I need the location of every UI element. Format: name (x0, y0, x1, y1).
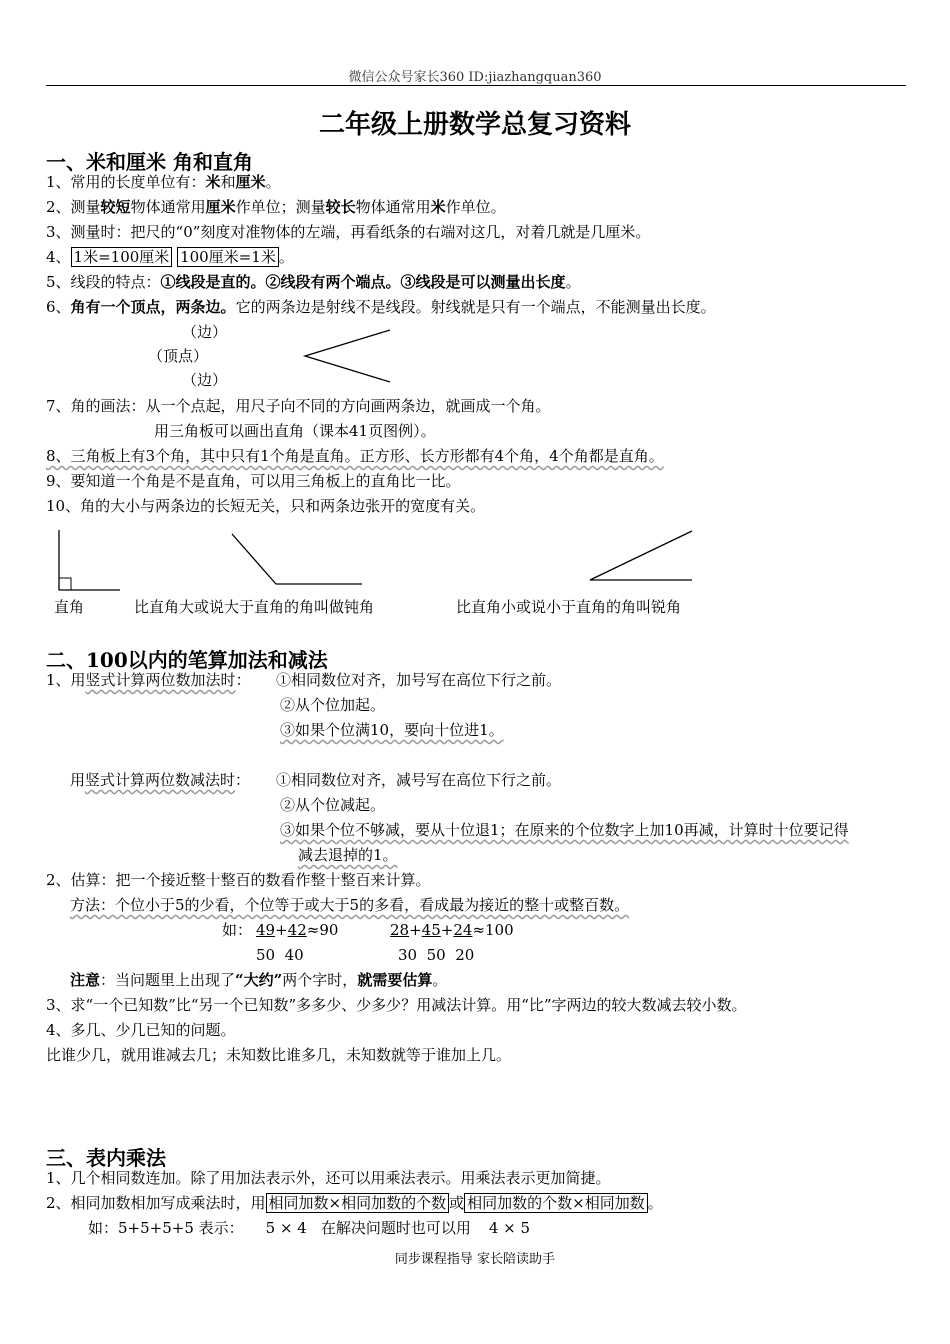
angle-diagram (300, 326, 395, 386)
s3-line-1: 1、几个相同数连加。除了用加法表示外，还可以用乘法表示。用乘法表示更加简捷。 (46, 1169, 611, 1187)
caption-obtuse-angle: 比直角大或说大于直角的角叫做钝角 (134, 598, 375, 616)
s2-line-3: 3、求“一个已知数”比“另一个已知数”多多少、少多少？用减法计算。用“比”字两边的较大数减去较小数。 (46, 996, 747, 1014)
s1-line-1: 1、常用的长度单位有：米和厘米。 (46, 173, 281, 191)
s1-line-8: 8、三角板上有3个角，其中只有1个角是直角。正方形、长方形都有4个角，4个角都是直角。 (46, 447, 664, 465)
s1-line-2: 2、测量较短物体通常用厘米作单位；测量较长物体通常用米作单位。 (46, 198, 506, 216)
s1-line-10: 10、角的大小与两条边的长短无关，只和两条边张开的宽度有关。 (46, 497, 486, 515)
s3-line-2: 2、相同加数相加写成乘法时，用 相同加数×相同加数的个数 或 相同加数的个数×相同加数 。 (46, 1194, 663, 1212)
caption-acute-angle: 比直角小或说小于直角的角叫锐角 (456, 598, 682, 616)
s3-example: 如：5+5+5+5 表示： 5 × 4 在解决问题时也可以用 4 × 5 (88, 1219, 531, 1237)
s2-method: 方法：个位小于5的少看，个位等于或大于5的多看，看成最为接近的整十或整百数。 (70, 896, 630, 914)
right-angle-diagram (50, 528, 125, 596)
s1-line-7: 7、角的画法：从一个点起，用尺子向不同的方向画两条边，就画成一个角。 (46, 397, 551, 415)
obtuse-angle-diagram (228, 530, 368, 590)
s2-sub-step-3: ③如果个位不够减，要从十位退1；在原来的个位数字上加10再减，计算时十位要记得 (280, 821, 849, 839)
page-header: 微信公众号家长360 ID:jiazhangquan360 (348, 70, 602, 85)
s2-sub-intro: 用竖式计算两位数减法时： (70, 771, 251, 789)
s2-example-2: 28+45+24≈100 (390, 921, 514, 939)
acute-angle-diagram (586, 528, 696, 584)
s2-add-step-1: ①相同数位对齐，加号写在高位下行之前。 (276, 671, 562, 689)
s1-line-7b: 用三角板可以画出直角（课本41页图例）。 (154, 422, 436, 440)
unit-box-1: 1米=100厘米 (71, 247, 173, 267)
unit-box-2: 100厘米=1米 (177, 247, 279, 267)
page-footer: 同步课程指导 家长陪读助手 (394, 1252, 556, 1267)
s2-add-step-3: ③如果个位满10，要向十位进1。 (280, 721, 504, 739)
s1-line-5: 5、线段的特点：①线段是直的。②线段有两个端点。③线段是可以测量出长度。 (46, 273, 581, 291)
s2-line-5: 比谁少几，就用谁减去几；未知数比谁多几，未知数就等于谁加上几。 (46, 1046, 512, 1064)
s1-line-4: 4、 1米=100厘米 100厘米=1米 。 (46, 248, 294, 266)
s2-line-4: 4、多几、少几已知的问题。 (46, 1021, 236, 1039)
s2-estimate: 2、估算：把一个接近整十整百的数看作整十整百来计算。 (46, 871, 431, 889)
section-3-heading: 三、表内乘法 (46, 1146, 166, 1170)
label-edge-bottom: （边） (182, 371, 228, 389)
s1-line-6: 6、角有一个顶点，两条边。它的两条边是射线不是线段。射线就是只有一个端点，不能测量出长度。 (46, 298, 716, 316)
s2-note: 注意：当问题里上出现了“大约”两个字时，就需要估算。 (70, 971, 448, 989)
s2-example-label: 如： (222, 921, 253, 939)
s2-sub-step-1: ①相同数位对齐，减号写在高位下行之前。 (276, 771, 562, 789)
header-rule (46, 85, 906, 86)
s2-sub-step-2: ②从个位减起。 (280, 796, 386, 814)
formula-box-2: 相同加数的个数×相同加数 (464, 1193, 648, 1213)
label-vertex: （顶点） (148, 347, 209, 365)
s2-add-intro: 1、用竖式计算两位数加法时： (46, 671, 251, 689)
s2-example-2-rounded: 30 50 20 (398, 946, 475, 964)
caption-right-angle: 直角 (54, 598, 85, 616)
s2-sub-step-3-cont: 减去退掉的1。 (298, 846, 398, 864)
formula-box-1: 相同加数×相同加数的个数 (266, 1193, 450, 1213)
label-edge-top: （边） (182, 323, 228, 341)
s1-line-9: 9、要知道一个角是不是直角，可以用三角板上的直角比一比。 (46, 472, 461, 490)
s2-example-1: 49+42≈90 (256, 921, 339, 939)
s2-add-step-2: ②从个位加起。 (280, 696, 386, 714)
page-title: 二年级上册数学总复习资料 (318, 110, 631, 140)
section-1-heading: 一、米和厘米 角和直角 (46, 150, 253, 174)
s2-example-1-rounded: 50 40 (256, 946, 304, 964)
section-2-heading: 二、100以内的笔算加法和减法 (46, 648, 328, 672)
s1-line-3: 3、测量时：把尺的“0”刻度对准物体的左端，再看纸条的右端对这几，对着几就是几厘米。 (46, 223, 651, 241)
